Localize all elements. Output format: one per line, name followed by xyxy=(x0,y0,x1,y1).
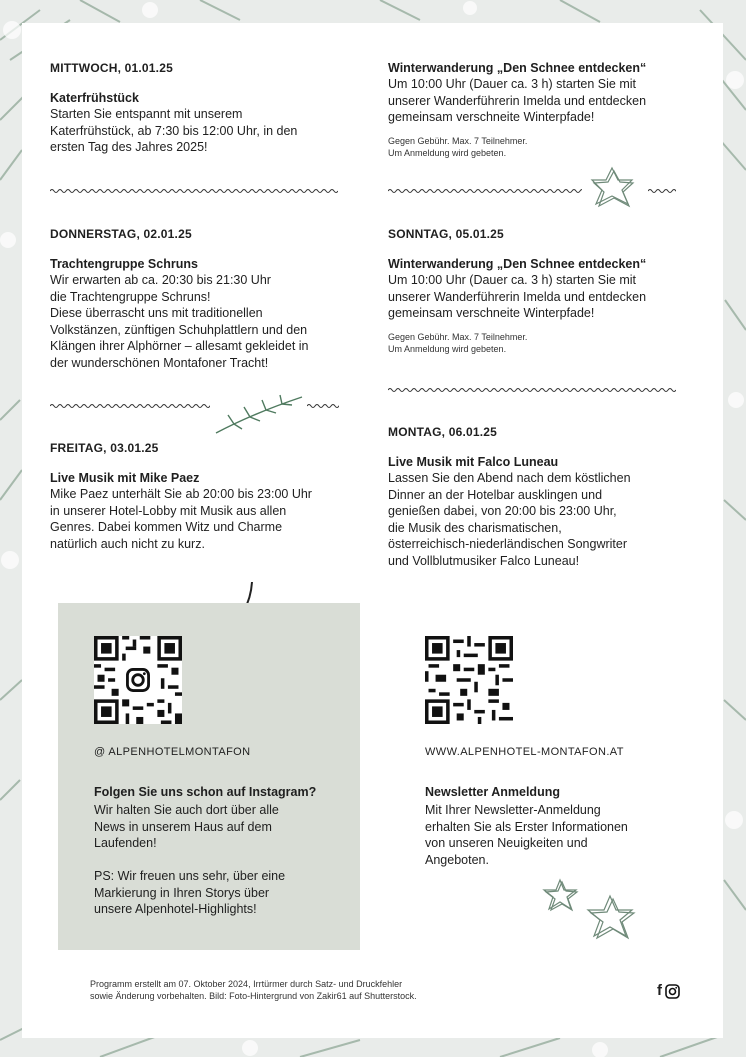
wavy-divider xyxy=(50,403,210,409)
facebook-icon[interactable]: f xyxy=(657,982,662,999)
newsletter-title: Newsletter Anmeldung xyxy=(425,785,560,799)
instagram-title: Folgen Sie uns schon auf Instagram? xyxy=(94,785,317,799)
event-title: Trachtengruppe Schruns xyxy=(50,257,198,271)
wavy-divider xyxy=(388,188,582,194)
stars-icon xyxy=(540,876,644,948)
event-date: MITTWOCH, 01.01.25 xyxy=(50,61,173,75)
newsletter-description: Mit Ihrer Newsletter-Anmeldung erhalten Sie als Erster Informationen von unseren Neuigkeiten und Angeboten. xyxy=(425,803,628,867)
event-hike-1 xyxy=(388,61,688,159)
event-title: Katerfrühstück xyxy=(50,91,139,105)
newsletter-qr-code[interactable] xyxy=(425,636,513,724)
event-note: Gegen Gebühr. Max. 7 Teilnehmer. Um Anmeldung wird gebeten. xyxy=(388,135,528,158)
event-description: Um 10:00 Uhr (Dauer ca. 3 h) starten Sie mit unserer Wanderführerin Imelda und entdecken gemeinsam verschneite Winterpfade! xyxy=(388,273,647,320)
event-description: Lassen Sie den Abend nach dem köstlichen Dinner an der Hotelbar ausklingen und genießen dabei, von 20:00 bis 23:00 Uhr, die Musik des charismatischen, österreichisch-niederländischen Songwriter und Vollblutmusiker Falco Luneau! xyxy=(388,471,631,568)
social-links xyxy=(657,983,680,999)
event-friday xyxy=(50,441,350,552)
event-description: Starten Sie entspannt mit unserem Katerfrühstück, ab 7:30 bis 12:00 Uhr, in den ersten Tag des Jahres 2025! xyxy=(50,107,298,154)
event-title: Winterwanderung „Den Schnee entdecken“ xyxy=(388,257,647,271)
footer-note: Programm erstellt am 07. Oktober 2024, Irrtürmer durch Satz- und Druckfehler sowie Änderung vorbehalten. Bild: Foto-Hintergrund von Zakir61 auf Shutterstock. xyxy=(90,979,417,1001)
instagram-handle[interactable]: @ ALPENHOTELMONTAFON xyxy=(94,746,251,758)
website-url[interactable]: WWW.ALPENHOTEL-MONTAFON.AT xyxy=(425,746,624,758)
event-title: Live Musik mit Falco Luneau xyxy=(388,455,559,469)
event-date: SONNTAG, 05.01.25 xyxy=(388,227,504,241)
event-thursday xyxy=(50,227,350,371)
event-date: MONTAG, 06.01.25 xyxy=(388,425,498,439)
event-title: Winterwanderung „Den Schnee entdecken“ xyxy=(388,61,647,75)
event-wednesday xyxy=(50,61,350,156)
wavy-divider xyxy=(648,188,676,194)
event-date: DONNERSTAG, 02.01.25 xyxy=(50,227,192,241)
fir-branch-icon xyxy=(214,393,304,435)
wavy-divider xyxy=(50,188,338,194)
event-description: Mike Paez unterhält Sie ab 20:00 bis 23:00 Uhr in unserer Hotel-Lobby mit Musik aus allen Genres. Dabei kommen Witz und Charme natürlich auch nicht zu kurz. xyxy=(50,487,312,551)
event-monday xyxy=(388,425,688,569)
wavy-divider xyxy=(307,403,339,409)
instagram-qr-code[interactable] xyxy=(94,636,182,724)
event-date: FREITAG, 03.01.25 xyxy=(50,441,159,455)
event-note: Gegen Gebühr. Max. 7 Teilnehmer. Um Anmeldung wird gebeten. xyxy=(388,331,528,354)
star-icon xyxy=(584,164,640,214)
event-title: Live Musik mit Mike Paez xyxy=(50,471,200,485)
event-sunday xyxy=(388,227,688,355)
instagram-description: Wir halten Sie auch dort über alle News in unserem Haus auf dem Laufenden! PS: Wir freuen uns sehr, über eine Markierung in Ihren Storys über unsere Alpenhotel-Highlights! xyxy=(94,803,286,916)
event-description: Wir erwarten ab ca. 20:30 bis 21:30 Uhr die Trachtengruppe Schruns! Diese überrascht uns mit traditionellen Volkstänzen, zünftigen Schuhplattlern und den Klängen ihrer Alphörner – allesamt gekleidet in der wunderschönen Montafoner Tracht! xyxy=(50,273,309,370)
event-description: Um 10:00 Uhr (Dauer ca. 3 h) starten Sie mit unserer Wanderführerin Imelda und entdecken gemeinsam verschneite Winterpfade! xyxy=(388,77,647,124)
wavy-divider xyxy=(388,387,676,393)
instagram-icon[interactable] xyxy=(665,984,680,999)
